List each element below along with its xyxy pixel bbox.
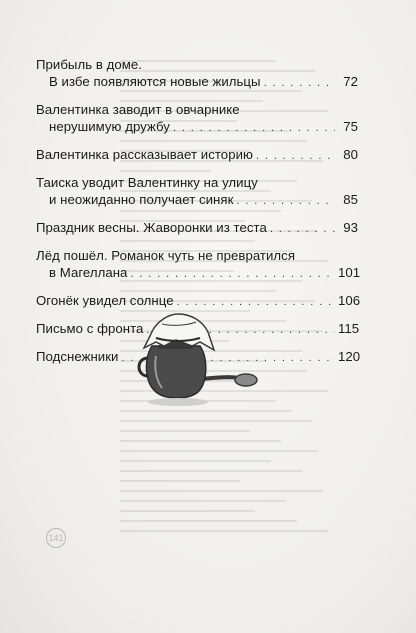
page-number: 141 [46, 528, 66, 548]
toc-entry-title: Валентинка заводит в овчарнике [36, 102, 240, 117]
toc-leader-dots [236, 193, 335, 210]
toc-entry-title: Подснежники [36, 349, 119, 364]
toc-page-number: 101 [338, 265, 361, 280]
toc-page-number: 85 [343, 192, 358, 207]
toc-entry-title: Прибыль в доме. [36, 57, 142, 72]
toc-page-number: 75 [343, 119, 358, 134]
toc-entry-title: в Магеллана [49, 265, 128, 280]
toc-entry-title: и неожиданно получает синяк [49, 192, 234, 207]
toc-entry[interactable] [36, 56, 358, 92]
toc-entry-title: Валентинка рассказывает историю [36, 147, 253, 162]
toc-page-number: 120 [338, 349, 361, 364]
toc-entry-title: Праздник весны. Жаворонки из теста [36, 220, 267, 235]
toc-page-number: 106 [338, 293, 361, 308]
toc-entry-title: нерушимую дружбу [49, 119, 170, 134]
toc-page-number: 72 [343, 74, 358, 89]
toc-leader-dots [130, 266, 335, 283]
toc-entry[interactable] [36, 146, 358, 165]
toc-entry-title: Лёд пошёл. Романок чуть не превратился [36, 248, 296, 263]
toc-page-number: 115 [338, 321, 360, 336]
toc-entry[interactable] [36, 219, 358, 238]
toc-leader-dots [173, 120, 335, 137]
toc-entry[interactable] [36, 247, 361, 283]
toc-entry[interactable] [36, 101, 358, 137]
toc-leader-dots [264, 75, 335, 92]
toc-leader-dots [270, 221, 335, 238]
toc-entry[interactable] [36, 174, 358, 210]
toc-page-number: 80 [343, 147, 358, 162]
toc-leader-dots [256, 148, 335, 165]
toc-entry-title: Огонёк увидел солнце [36, 293, 174, 308]
jar-and-spoon-icon [130, 306, 270, 416]
toc-entry-title: В избе появляются новые жильцы [49, 74, 261, 89]
toc-entry-title: Таиска уводит Валентинку на улицу [36, 175, 258, 190]
toc-page-number: 93 [343, 220, 358, 235]
toc-entry-title: Письмо с фронта [36, 321, 144, 336]
